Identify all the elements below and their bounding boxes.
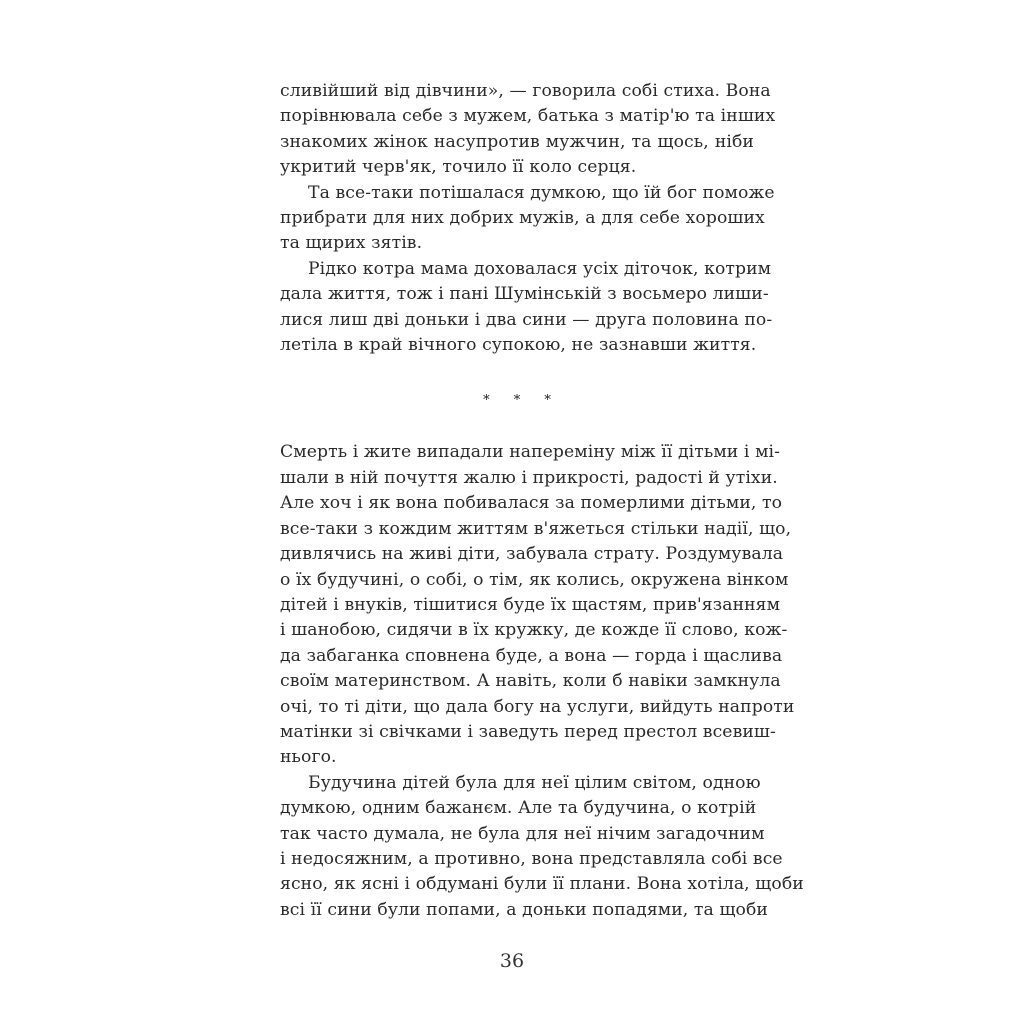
text-line: дала життя, тож і пані Шумінській з восьмеро лиши-	[280, 284, 769, 305]
text-line: Але хоч і як вона побивалася за померлими дітьми, то	[280, 493, 783, 514]
text-line: да забаганка сповнена буде, а вона — горда і щаслива	[280, 645, 783, 666]
paragraph	[280, 79, 776, 181]
text-line: Будучина дітей була для неї цілим світом, одною	[308, 772, 761, 793]
text-line: прибрати для них добрих мужів, а для себе хороших	[280, 208, 765, 229]
text-line: Та все-таки потішалася думкою, що їй бог поможе	[308, 182, 775, 203]
text-line: порівнювала себе з мужем, батька з матір'ю та інших	[280, 106, 776, 127]
text-line: і шанобою, сидячи в їх кружку, де кожде її слово, кож-	[280, 620, 788, 641]
text-line: матінки зі свічками і заведуть перед престол всевиш-	[280, 721, 776, 742]
text-line: дітей і внуків, тішитися буде їх щастям, прив'язанням	[280, 594, 781, 615]
text-line: всі її сини були попами, а доньки попадями, та щоби	[280, 899, 768, 920]
text-line: укритий черв'як, точило її коло серця.	[280, 157, 637, 178]
text-line: своїм материнством. А навіть, коли б навіки замкнула	[280, 671, 781, 692]
section-break-asterisks: * * *	[483, 393, 561, 409]
text-line: думкою, одним бажанєм. Але та будучина, о котрій	[280, 798, 757, 819]
paragraph	[280, 440, 795, 770]
text-line: Смерть і жите випадали напереміну між її дітьми і мі-	[280, 442, 781, 463]
text-line: та щирих зятів.	[280, 233, 423, 254]
paragraph	[280, 181, 775, 257]
text-line: дивлячись на живі діти, забувала страту. Роздумувала	[280, 544, 784, 565]
text-line: Рідко котра мама доховалася усіх діточок, котрим	[308, 258, 772, 279]
text-line: лися лиш дві доньки і два сини — друга половина по-	[280, 309, 773, 330]
text-line: очі, то ті діти, що дала богу на услуги, вийдуть напроти	[280, 696, 795, 717]
text-line: ясно, як ясні і обдумані були її плани. Вона хотіла, щоби	[280, 874, 804, 895]
text-line: летіла в край вічного супокою, не зазнавши життя.	[280, 335, 757, 356]
text-line: так часто думала, не була для неї нічим загадочним	[280, 823, 765, 844]
text-line: знакомих жінок насупротив мужчин, та щось, ніби	[280, 131, 754, 152]
text-line: все-таки з кождим життям в'яжеться стільки надії, що,	[280, 518, 792, 539]
text-line: о їх будучині, о собі, о тім, як колись, окружена вінком	[280, 569, 789, 590]
text-line: шали в ній почуття жалю і прикрості, радості й утіхи.	[280, 467, 778, 488]
text-block-before-break	[280, 79, 776, 358]
paragraph	[280, 257, 773, 359]
book-page	[280, 79, 804, 923]
paragraph	[280, 771, 804, 923]
page-number: 36	[499, 950, 525, 972]
text-line: і недосяжним, а противно, вона представляла собі все	[280, 848, 783, 869]
text-line: сливійший від дівчини», — говорила собі стиха. Вона	[280, 81, 771, 101]
text-line: нього.	[280, 747, 337, 768]
text-block-after-break	[280, 440, 804, 923]
